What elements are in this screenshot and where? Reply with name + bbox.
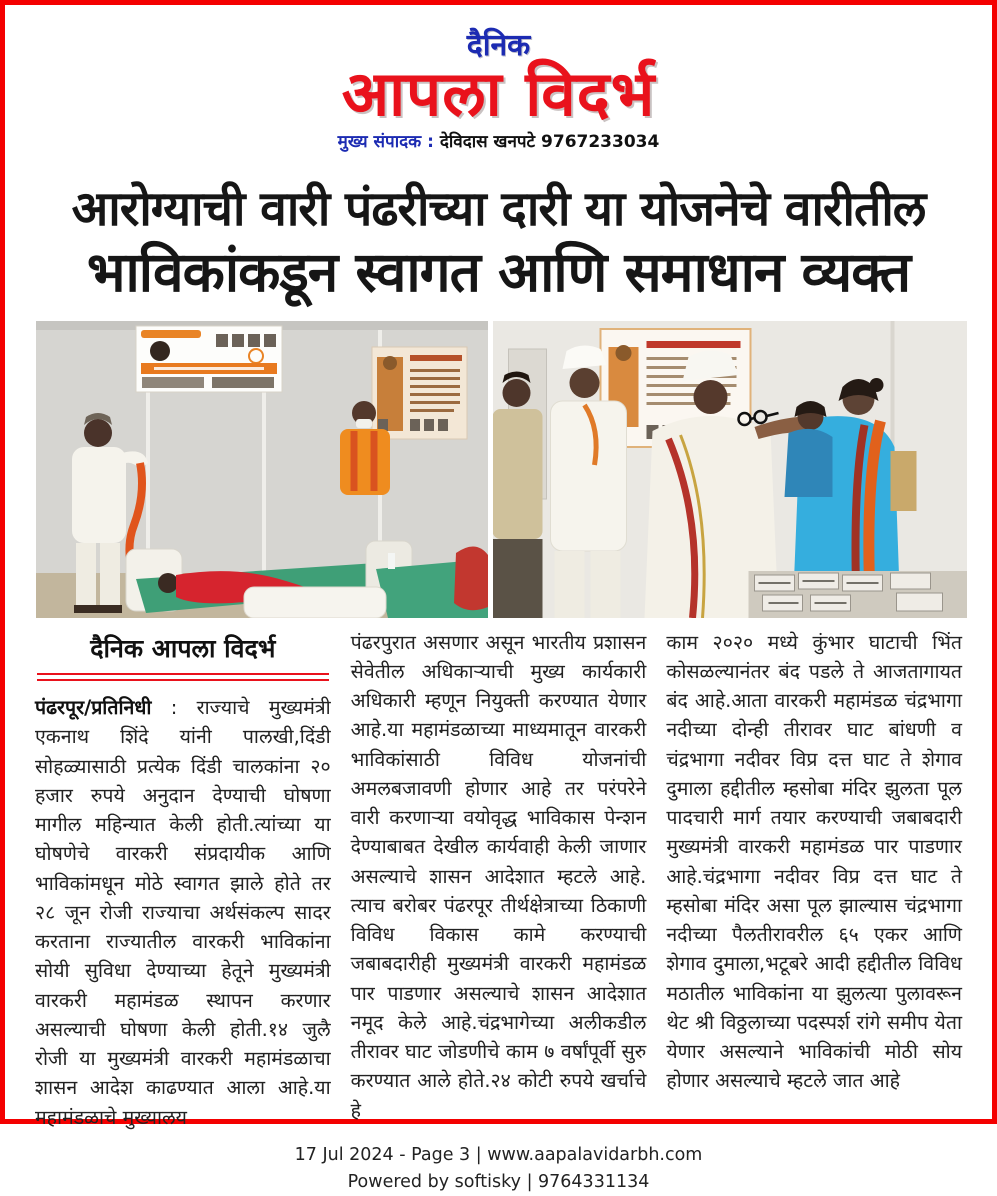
spectacles-table: [749, 571, 968, 618]
footer-powered-by: Powered by softisky | 9764331134: [347, 1171, 650, 1192]
column-3-text: काम २०२० मध्ये कुंभार घाटाची भिंत कोसळल्यानंतर बंद पडले ते आजतागायत बंद आहे.आता वारकरी महामंडळ चंद्रभागा नदीच्या दोन्ही तीरावर घाट बांधणी व चंद्रभागा नदीवर विप्र दत्त घाट ते शेगाव दुमाला हद्दीतील म्हसोबा मंदिर झुलता पूल पादचारी मार्ग तयार करण्याची जबाबदारी मुख्यमंत्री वारकरी महामंडळ पार पाडणार आहे.चंद्रभागा नदीवर विप्र दत्त घाट ते म्हसोबा मंदिर असा पूल झाल्यास चंद्रभागा नदीच्या पैलतीरावरील ६५ एकर आणि शेगाव दुमाला,भटूबरे आदी हद्दीतील विविध मठातील भाविकांना या झुलत्या पुलावरून थेट श्री विठ्ठलाच्या पदस्पर्श रांगे समीप येता येणार असल्याने भाविकांची मोठी सोय होणार असल्याचे म्हटले जात आहे: [666, 630, 963, 1093]
article-headline: [23, 181, 974, 305]
column-2-text: पंढरपुरात असणार असून भारतीय प्रशासन सेवेतील अधिकाऱ्याची मुख्य कार्यकारी अधिकारी म्हणून नियुक्ती करण्यात येणार आहे.या महामंडळाच्या माध्यमातून वारकरी भाविकांसाठी विविध योजनांची अमलबजावणी होणार आहे तर परंपरेने वारी करणाऱ्या वयोवृद्ध भाविकास पेन्शन देण्याबाबत देखील कार्यवाही केली जाणार असल्याचे शासन आदेशात म्हटले आहे. त्याच बरोबर पंढरपूर तीर्थक्षेत्राच्या ठिकाणी विविध विकास कामे करण्याची जबाबदारीही मुख्यमंत्री वारकरी महामंडळ पार पाडणार असल्याचे शासन आदेशात नमूद केले आहे.चंद्रभागेच्या अलीकडील तीरावर घाट जोडणीचे काम ७ वर्षांपूर्वी सुरु करण्यात आले होते.२४ कोटी रुपये खर्चाचे हे: [350, 630, 647, 1122]
column-brand-header: दैनिक आपला विदर्भ: [90, 633, 276, 663]
photo-medical-camp: [36, 321, 488, 618]
column-1-text: राज्याचे मुख्यमंत्री एकनाथ शिंदे यांनी पालखी,दिंडी सोहळ्यासाठी प्रत्येक दिंडी चालकांना २० हजार रुपये अनुदान देण्याची घोषणा मागील महिन्यात केली होती.त्यांच्या या घोषणेचे वारकरी संप्रदायीक आणि भाविकांमधून मोठे स्वागत झाले होते तर २८ जून रोजी राज्याचा अर्थसंकल्प सादर करताना राज्यातील वारकरी भाविकांना सोयी सुविधा देण्याच्या हेतूने मुख्यमंत्री वारकरी महामंडळ स्थापन करणार असल्याची घोषणा केली होती.१४ जुलै रोजी या मुख्यमंत्री वारकरी महामंडळाचा शासन आदेश काढण्यात आला आहे.या महामंडळाचे मुख्यालय: [35, 696, 331, 1129]
deity-poster: [372, 347, 467, 439]
editor-tagline: [5, 134, 992, 151]
photo-medical-camp-illustration: [36, 321, 488, 618]
dateline: पंढरपूर/प्रतिनिधी: [35, 696, 152, 720]
patient-seated: [454, 546, 488, 610]
headline-line-1: आरोग्याची वारी पंढरीच्या दारी या योजनेचे वारीतील: [71, 181, 926, 237]
photo-strip: [36, 321, 961, 618]
photo-spectacle-distribution-illustration: [493, 321, 967, 618]
page-footer: [5, 1142, 992, 1196]
editor-label: मुख्य संपादक :: [337, 132, 434, 152]
headline-line-2: भाविकांकडून स्वागत आणि समाधान व्यक्त: [86, 239, 911, 304]
photo-spectacle-distribution: [493, 321, 967, 618]
bed-footboard: [244, 587, 386, 618]
health-camp-poster: [136, 326, 282, 392]
water-bottle: [388, 553, 395, 569]
dateline-separator: :: [170, 696, 178, 720]
footer-date-page-url: 17 Jul 2024 - Page 3 | www.aapalavidarbh.com: [294, 1144, 703, 1165]
masthead: [5, 5, 992, 151]
red-double-rule: [37, 673, 329, 681]
article-column-2: [351, 628, 647, 1132]
masthead-kicker: दैनिक: [466, 28, 531, 63]
blouse: [891, 451, 917, 511]
article-column-3: [666, 628, 962, 1132]
article-column-1: [35, 628, 331, 1132]
article-body: [35, 628, 962, 1132]
editor-name-phone: देविदास खनपटे 9767233034: [439, 132, 660, 152]
newspaper-title: आपला विदर्भ: [341, 57, 656, 130]
